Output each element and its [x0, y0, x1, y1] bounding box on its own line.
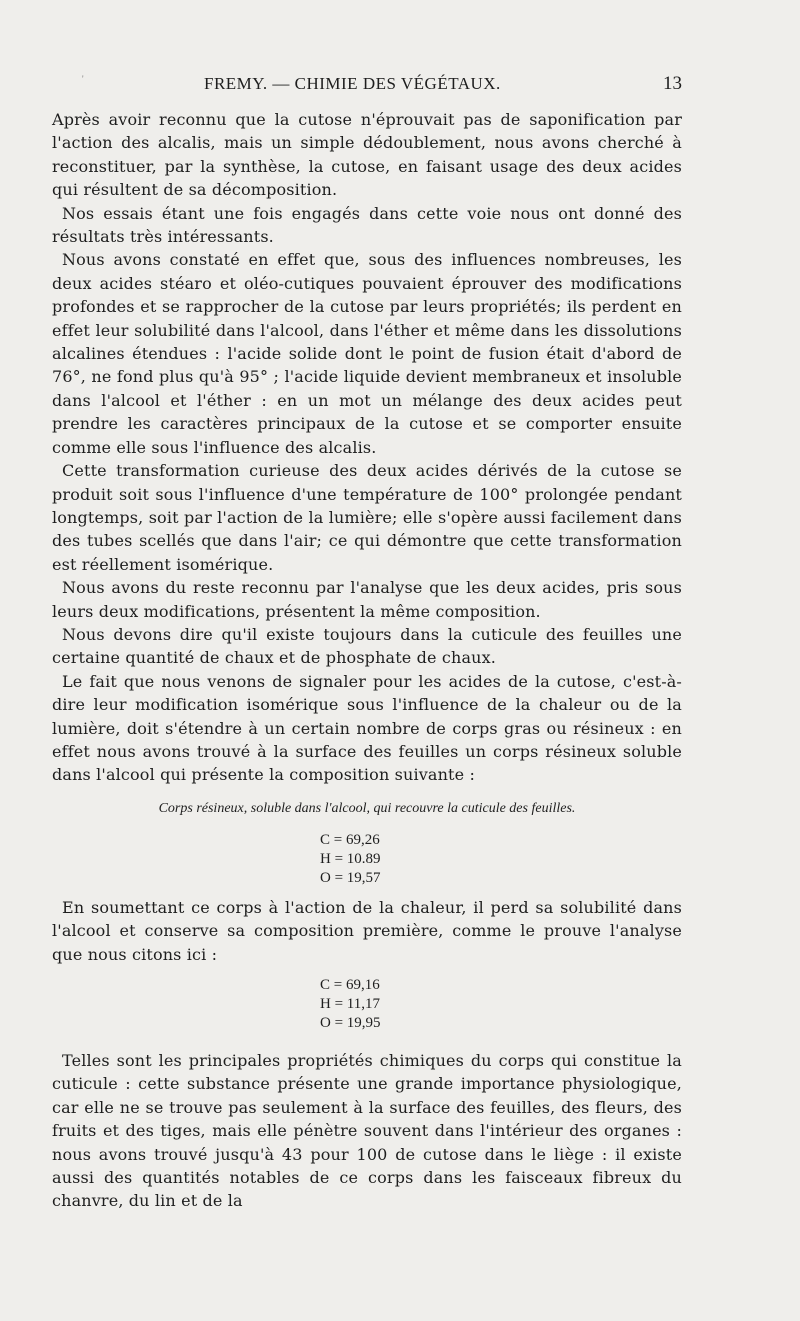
formula-line-hydrogen: H = 11,17 [320, 996, 380, 1012]
formula-line-carbon: C = 69,26 [320, 831, 380, 848]
paragraph-6: Nous devons dire qu'il existe toujours dans la cuticule des feuilles une certaine quantité de chaux et de phosphate de chaux. [52, 624, 682, 668]
paragraph-1: Après avoir reconnu que la cutose n'éprouvait pas de saponification par l'action des alcalis, mais un simple dédoublement, nous avons cherché à reconstituer, par la synthèse, la cutose, en faisant usage des deux acides qui résultent de sa décomposition. [52, 110, 682, 200]
header-mark: ' [82, 74, 84, 84]
composition-table-2 [52, 976, 682, 1033]
paragraph-4: Cette transformation curieuse des deux acides dérivés de la cutose se produit soit sous l'influence d'une température de 100° prolongée pendant longtemps, soit par l'action de la lumière; elle s'opère aussi facilement dans des tubes scellés que dans l'air; ce qui démontre que cette transformation est réellement isomérique. [52, 461, 682, 574]
paragraph-8: En soumettant ce corps à l'action de la chaleur, il perd sa solubilité dans l'alcool et conserve sa composition première, comme le prouve l'analyse que nous citons ici : [52, 897, 682, 964]
composition-caption: Corps résineux, soluble dans l'alcool, qui recouvre la cuticule des feuilles. [158, 800, 576, 816]
paragraph-2: Nos essais étant une fois engagés dans cette voie nous ont donné des résultats très intéressants. [52, 203, 682, 247]
composition-table-1 [52, 831, 682, 888]
running-title: FREMY. — CHIMIE DES VÉGÉTAUX. [204, 74, 501, 93]
page-body [52, 108, 682, 1213]
paragraph-7: Le fait que nous venons de signaler pour les acides de la cutose, c'est-à-dire leur modification isomérique sous l'influence de la chaleur ou de la lumière, doit s'étendre à un certain nombre de corps gras ou résineux : en effet nous avons trouvé à la surface des feuilles un corps résineux soluble dans l'alcool qui présente la composition suivante : [52, 671, 682, 785]
paragraph-3: Nous avons constaté en effet que, sous des influences nombreuses, les deux acides stéaro et oléo-cutiques pouvaient éprouver des modifications profondes et se rapprocher de la cutose par leurs propriétés; ils perdent en effet leur solubilité dans l'alcool, dans l'éther et même dans les dissolutions alcalines étendues : l'acide solide dont le point de fusion était d'abord de 76°, ne fond plus qu'à 95° ; l'acide liquide devient membraneux et insoluble dans l'alcool et l'éther : en un mot un mélange des deux acides peut prendre les caractères principaux de la cutose et se comporter ensuite comme elle sous l'influence des alcalis. [52, 250, 682, 457]
paragraph-9: Telles sont les principales propriétés chimiques du corps qui constitue la cuticule : cette substance présente une grande importance physiologique, car elle ne se trouve pas seulement à la surface des feuilles, des fleurs, des fruits et des tiges, mais elle pénètre souvent dans l'intérieur des organes : nous avons trouvé jusqu'à 43 pour 100 de cutose dans le liège : il existe aussi des quantités notables de ce corps dans les faisceaux fibreux du chanvre, du lin et de la [52, 1051, 682, 1211]
formula-line-oxygen: O = 19,95 [320, 1015, 381, 1031]
running-header [52, 74, 682, 100]
paragraph-5: Nous avons du reste reconnu par l'analyse que les deux acides, pris sous leurs deux modifications, présentent la même composition. [52, 578, 682, 621]
formula-line-hydrogen: H = 10.89 [320, 850, 381, 867]
formula-line-oxygen: O = 19,57 [320, 869, 381, 886]
page-number: 13 [663, 73, 682, 94]
formula-line-carbon: C = 69,16 [320, 977, 380, 993]
